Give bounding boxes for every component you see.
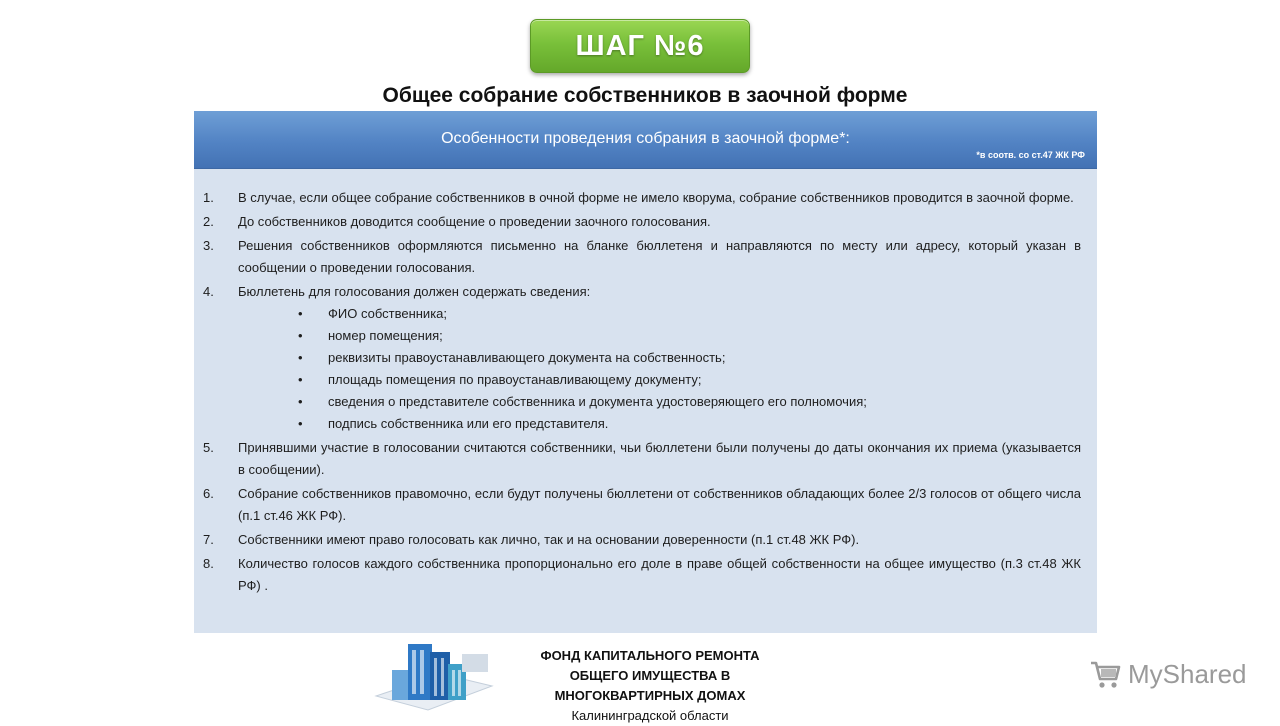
- step-badge: ШАГ №6: [530, 19, 750, 73]
- list-item: 3. Решения собственников оформляются письменно на бланке бюллетеня и направляются по месту или адресу, который указан в сообщении о проведении голосования.: [203, 238, 1081, 275]
- shopping-cart-icon: [1088, 657, 1122, 691]
- rules-list: [194, 169, 1097, 597]
- info-panel: [194, 111, 1097, 633]
- watermark-text: MyShared: [1128, 658, 1247, 689]
- fund-buildings-logo: [372, 634, 496, 714]
- sub-list-item: • ФИО собственника;: [298, 306, 448, 321]
- myshared-watermark: [1088, 656, 1247, 692]
- list-item: 8. Количество голосов каждого собственника пропорционально его доле в праве общей собственности на общее имущество (п.3 ст.48 ЖК РФ) .: [203, 556, 1081, 593]
- sub-list-item: • площадь помещения по правоустанавливающему документу;: [298, 372, 702, 387]
- list-item: 6. Собрание собственников правомочно, если будут получены бюллетени от собственников обладающих более 2/3 голосов от общего числа (п.1 ст.46 ЖК РФ).: [203, 486, 1081, 523]
- fund-name-line1: ФОНД КАПИТАЛЬНОГО РЕМОНТА: [540, 648, 760, 663]
- panel-title: Особенности проведения собрания в заочной форме*:: [441, 130, 850, 147]
- sub-list-item: • сведения о представителе собственника и документа удостоверяющего его полномочия;: [298, 394, 867, 409]
- fund-name-line2: ОБЩЕГО ИМУЩЕСТВА В МНОГОКВАРТИРНЫХ ДОМАХ: [554, 668, 746, 703]
- ballot-fields-list: [238, 303, 1081, 435]
- list-item: 5. Принявшими участие в голосовании считаются собственники, чьи бюллетени были получены до даты окончания их приема (указывается в сообщении).: [203, 440, 1081, 477]
- fund-region: Калининградской области: [571, 708, 729, 723]
- sub-list-item: • подпись собственника или его представителя.: [298, 416, 609, 431]
- sub-list-item: • реквизиты правоустанавливающего документа на собственность;: [298, 350, 726, 365]
- list-item: 1. В случае, если общее собрание собственников в очной форме не имело кворума, собрание собственников проводится в заочной форме.: [203, 190, 1074, 205]
- list-item: 4. Бюллетень для голосования должен содержать сведения: • ФИО собственника; • номер помещения; • реквизиты правоустанавливающего документа на собственность; • площадь помещения по правоустанавливающему документу; • сведения о представителе собственника и документа удостоверяющего его полномочия; • подпись собственника или его представителя.: [194, 281, 1081, 435]
- list-item: 7. Собственники имеют право голосовать как лично, так и на основании доверенности (п.1 ст.48 ЖК РФ).: [203, 532, 860, 547]
- panel-header: [194, 111, 1097, 169]
- panel-footnote: *в соотв. со ст.47 ЖК РФ: [976, 150, 1085, 160]
- sub-list-item: • номер помещения;: [298, 328, 443, 343]
- list-item: 2. До собственников доводится сообщение о проведении заочного голосования.: [203, 214, 711, 229]
- page-title: Общее собрание собственников в заочной форме: [382, 84, 908, 107]
- fund-name: [500, 646, 800, 726]
